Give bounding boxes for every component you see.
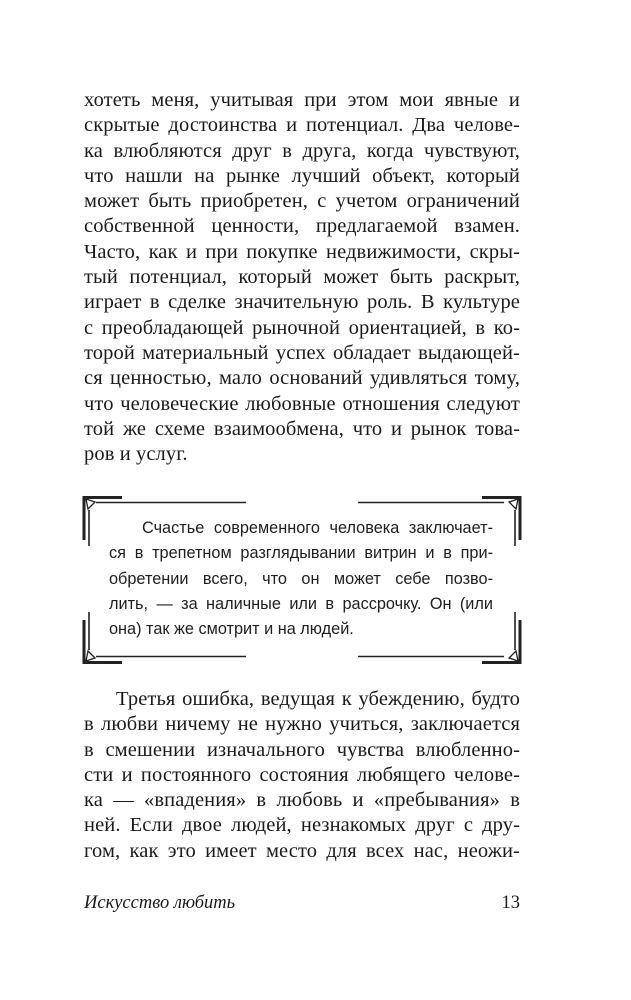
quote-box <box>80 494 524 666</box>
text-line: Часто, как и при покупке недвижимости, скры- <box>84 240 520 263</box>
text-line: тый потенциал, который может быть раскрыт, <box>84 266 520 289</box>
text-line: что нашли на рынке лучший объект, который <box>84 164 520 187</box>
paragraph-top <box>84 88 520 467</box>
paragraph-bottom <box>84 687 520 864</box>
quote-line: она) так же смотрит и на людей. <box>109 620 354 639</box>
text-line: ров и услуг. <box>84 443 188 466</box>
quote-line: лить, — за наличные или в рассрочку. Он (или <box>109 594 493 613</box>
text-line: гом, как это имеет место для всех нас, неожи- <box>84 839 520 862</box>
text-line: собственной ценности, предлагаемой взамен. <box>84 215 520 238</box>
text-line: скрытые достоинства и потенциал. Два челове- <box>84 114 520 137</box>
quote-line: Счастье современного человека заключает- <box>142 519 493 537</box>
text-line: ка влюбляются друг в друга, когда чувствуют, <box>84 139 520 162</box>
text-line: ся ценностью, мало оснований удивляться тому, <box>84 367 520 390</box>
text-line: ка — «впадения» в любовь и «пребывания» в <box>84 789 520 812</box>
text-line: может быть приобретен, с учетом ограничений <box>84 190 520 213</box>
text-line: Третья ошибка, ведущая к убеждению, будто <box>116 688 520 710</box>
text-line: хотеть меня, учитывая при этом мои явные и <box>84 89 520 111</box>
text-line: сти и постоянного состояния любящего челове- <box>84 763 520 786</box>
text-line: той же схеме взаимообмена, что и рынок това- <box>84 417 520 440</box>
quote-line: ся в трепетном разглядывании витрин и в при- <box>109 544 493 563</box>
text-line: играет в сделке значительную роль. В культуре <box>84 291 520 314</box>
quote-text <box>109 516 493 642</box>
quote-line: обретении всего, что он может себе позво- <box>109 569 493 588</box>
text-line: с преобладающей рыночной ориентацией, в ко- <box>84 316 520 339</box>
text-line: в смешении изначального чувства влюбленно- <box>84 738 520 761</box>
page-number: 13 <box>501 893 520 913</box>
text-line: торой материальный успех обладает выдающей- <box>84 341 520 364</box>
text-line: в любви ничему не нужно учиться, заключается <box>84 713 520 736</box>
running-footer-title: Искусство любить <box>84 893 236 913</box>
text-line: ней. Если двое людей, незнакомых друг с дру- <box>84 814 520 837</box>
text-line: что человеческие любовные отношения следуют <box>84 392 520 415</box>
